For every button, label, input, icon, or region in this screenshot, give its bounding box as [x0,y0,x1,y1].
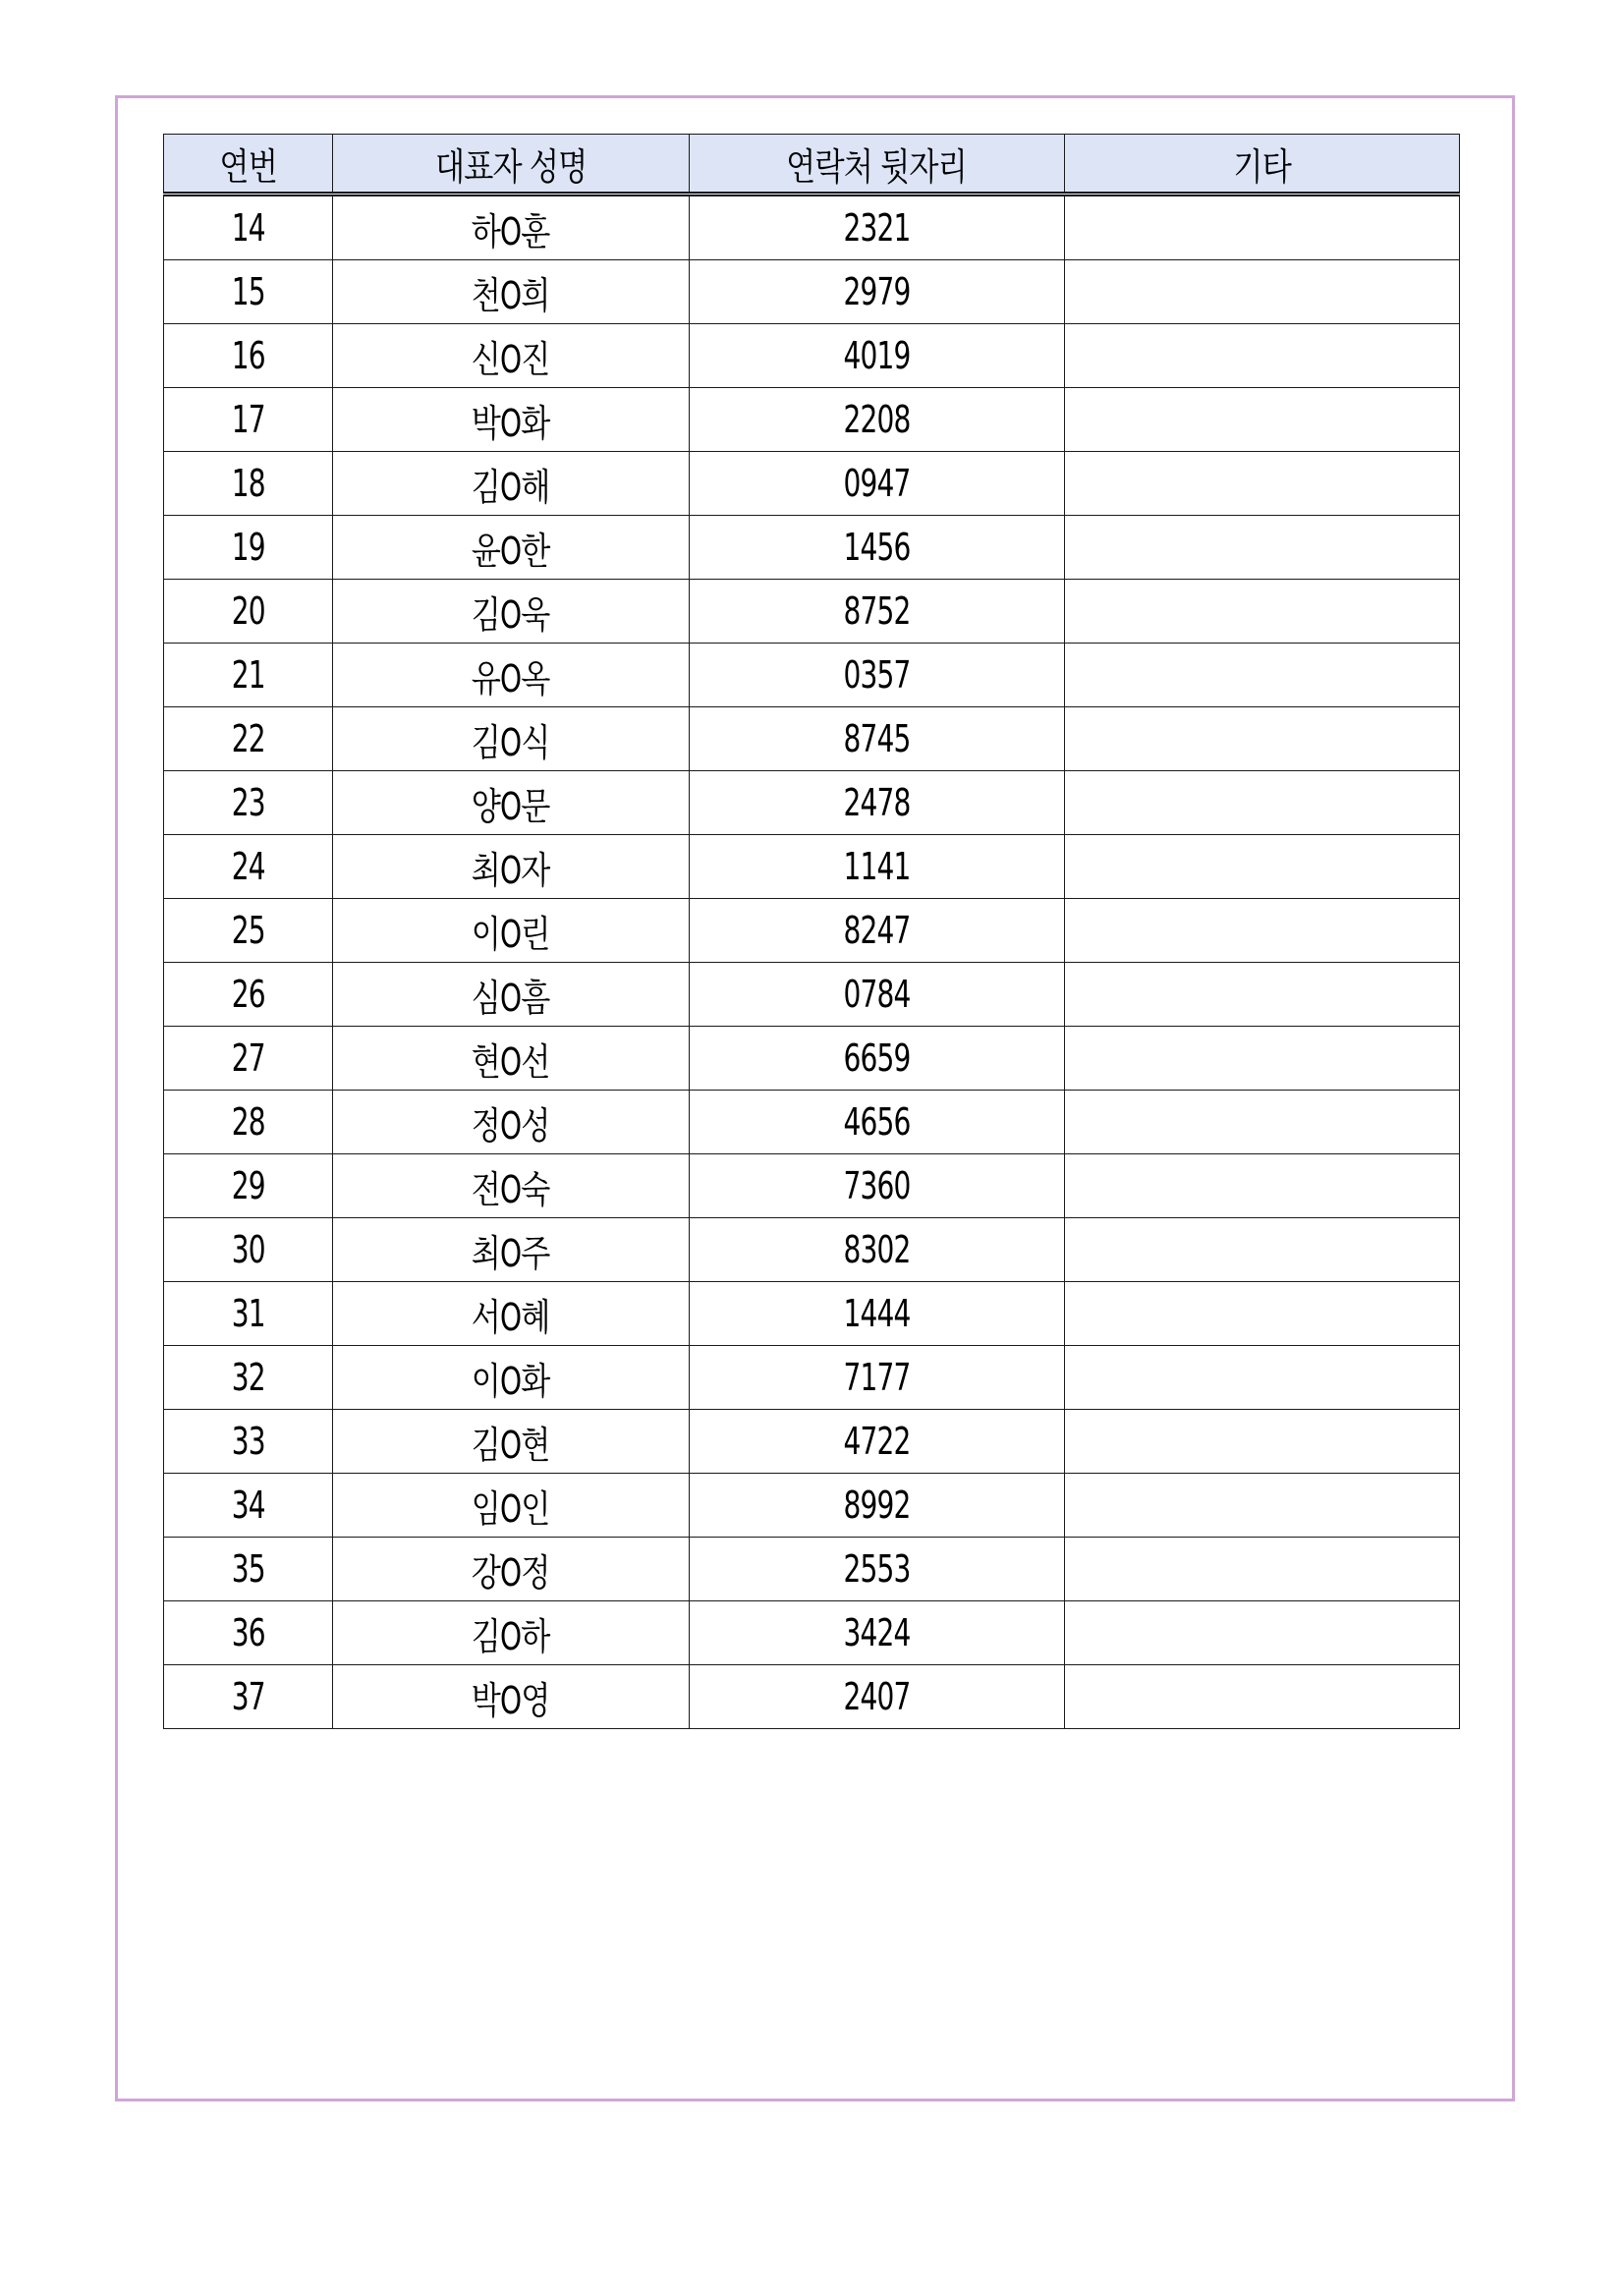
phone-digits-cell-text: 4019 [843,334,911,377]
table-row [164,899,1460,963]
remarks-cell [1065,1218,1460,1282]
phone-digits-cell-text: 8302 [843,1228,911,1271]
phone-digits-cell [690,516,1065,580]
name-cell-text: 박O영 [472,1678,550,1722]
name-cell [333,195,690,260]
header-remarks [1065,135,1460,195]
name-cell-text: 신O진 [472,337,550,381]
serial-number-cell [164,963,333,1027]
serial-number-cell [164,771,333,835]
serial-number-cell [164,452,333,516]
phone-digits-cell [690,388,1065,452]
table-row [164,1538,1460,1601]
name-cell-text: 김O해 [472,465,550,509]
remarks-cell [1065,644,1460,707]
name-cell-text: 천O희 [472,273,550,317]
phone-digits-cell [690,260,1065,324]
phone-digits-cell [690,580,1065,644]
remarks-cell [1065,1601,1460,1665]
name-cell [333,707,690,771]
name-cell-text: 최O자 [472,848,550,892]
phone-digits-cell-text: 6659 [843,1036,911,1080]
phone-digits-cell-text: 8752 [843,589,911,633]
name-cell-text: 하O훈 [472,209,550,253]
serial-number-cell [164,195,333,260]
serial-number-cell-text: 17 [231,398,265,441]
remarks-cell [1065,1346,1460,1410]
remarks-cell [1065,1474,1460,1538]
serial-number-cell [164,1218,333,1282]
phone-digits-cell-text: 2478 [843,781,911,824]
table-row [164,1154,1460,1218]
name-cell [333,835,690,899]
table-row [164,771,1460,835]
serial-number-cell-text: 35 [231,1547,265,1591]
table-row [164,324,1460,388]
serial-number-cell-text: 23 [231,781,265,824]
name-cell [333,1154,690,1218]
serial-number-cell-text: 34 [231,1484,265,1527]
serial-number-cell [164,516,333,580]
remarks-cell [1065,1538,1460,1601]
table-row [164,1474,1460,1538]
phone-digits-cell-text: 4656 [843,1100,911,1144]
participant-table [163,134,1460,1729]
phone-digits-cell-text: 2979 [843,270,911,313]
phone-digits-cell [690,963,1065,1027]
name-cell [333,324,690,388]
remarks-cell [1065,1665,1460,1729]
name-cell-text: 정O성 [472,1103,550,1148]
name-cell-text: 박O화 [472,401,550,445]
table-row [164,644,1460,707]
remarks-cell [1065,1282,1460,1346]
name-cell-text: 김O식 [472,720,550,764]
serial-number-cell-text: 19 [231,526,265,569]
serial-number-cell-text: 26 [231,973,265,1016]
serial-number-cell [164,1091,333,1154]
serial-number-cell [164,1282,333,1346]
phone-digits-cell-text: 8745 [843,717,911,760]
phone-digits-cell [690,1601,1065,1665]
name-cell [333,963,690,1027]
serial-number-cell-text: 25 [231,909,265,952]
table-row [164,1346,1460,1410]
name-cell [333,580,690,644]
name-cell-text: 전O숙 [472,1167,550,1211]
phone-digits-cell-text: 2208 [843,398,911,441]
phone-digits-cell [690,1091,1065,1154]
remarks-cell [1065,452,1460,516]
serial-number-cell-text: 30 [231,1228,265,1271]
phone-digits-cell-text: 0357 [843,653,911,697]
name-cell [333,1601,690,1665]
name-cell-text: 강O정 [472,1550,550,1595]
header-serial-number [164,135,333,195]
phone-digits-cell [690,195,1065,260]
name-cell [333,644,690,707]
name-cell [333,452,690,516]
header-label: 연락처 뒷자리 [786,144,968,189]
name-cell [333,516,690,580]
header-label: 대표자 성명 [434,144,588,189]
name-cell [333,1027,690,1091]
serial-number-cell [164,1027,333,1091]
name-cell-text: 심O흠 [472,976,550,1020]
table-row [164,835,1460,899]
phone-digits-cell-text: 8247 [843,909,911,952]
name-cell-text: 윤O한 [472,529,550,573]
serial-number-cell-text: 28 [231,1100,265,1144]
phone-digits-cell-text: 7360 [843,1164,911,1207]
serial-number-cell-text: 24 [231,845,265,888]
serial-number-cell [164,1346,333,1410]
phone-digits-cell-text: 3424 [843,1611,911,1654]
phone-digits-cell [690,1346,1065,1410]
serial-number-cell [164,1410,333,1474]
name-cell [333,771,690,835]
remarks-cell [1065,707,1460,771]
name-cell [333,1218,690,1282]
phone-digits-cell [690,1282,1065,1346]
table-row [164,1665,1460,1729]
phone-digits-cell [690,1218,1065,1282]
name-cell-text: 서O혜 [472,1295,550,1339]
serial-number-cell [164,580,333,644]
phone-digits-cell-text: 2553 [843,1547,911,1591]
remarks-cell [1065,1410,1460,1474]
phone-digits-cell [690,1410,1065,1474]
serial-number-cell-text: 33 [231,1420,265,1463]
serial-number-cell [164,1154,333,1218]
serial-number-cell-text: 32 [231,1356,265,1399]
name-cell [333,1538,690,1601]
header-label: 연번 [219,144,277,189]
phone-digits-cell [690,899,1065,963]
remarks-cell [1065,260,1460,324]
phone-digits-cell-text: 2321 [843,206,911,250]
name-cell [333,1282,690,1346]
name-cell-text: 최O주 [472,1231,550,1275]
table-row [164,1282,1460,1346]
name-cell [333,388,690,452]
serial-number-cell [164,644,333,707]
serial-number-cell-text: 20 [231,589,265,633]
table-row [164,260,1460,324]
name-cell [333,1410,690,1474]
serial-number-cell-text: 18 [231,462,265,505]
serial-number-cell [164,388,333,452]
serial-number-cell-text: 15 [231,270,265,313]
serial-number-cell [164,899,333,963]
serial-number-cell-text: 37 [231,1675,265,1718]
phone-digits-cell [690,644,1065,707]
phone-digits-cell [690,452,1065,516]
serial-number-cell-text: 27 [231,1036,265,1080]
table-row [164,195,1460,260]
phone-digits-cell [690,1474,1065,1538]
phone-digits-cell-text: 0784 [843,973,911,1016]
table-row [164,1027,1460,1091]
serial-number-cell [164,260,333,324]
name-cell-text: 이O화 [472,1359,550,1403]
header-phone-last-digits [690,135,1065,195]
table-row [164,516,1460,580]
name-cell-text: 이O린 [472,912,550,956]
phone-digits-cell [690,707,1065,771]
name-cell [333,1665,690,1729]
table-row [164,452,1460,516]
phone-digits-cell [690,771,1065,835]
name-cell [333,260,690,324]
serial-number-cell-text: 29 [231,1164,265,1207]
phone-digits-cell-text: 2407 [843,1675,911,1718]
name-cell [333,899,690,963]
phone-digits-cell [690,835,1065,899]
remarks-cell [1065,580,1460,644]
remarks-cell [1065,324,1460,388]
remarks-cell [1065,899,1460,963]
phone-digits-cell [690,1027,1065,1091]
serial-number-cell [164,1474,333,1538]
remarks-cell [1065,1154,1460,1218]
serial-number-cell-text: 36 [231,1611,265,1654]
name-cell-text: 현O선 [472,1039,550,1084]
remarks-cell [1065,1027,1460,1091]
serial-number-cell [164,1665,333,1729]
table-row [164,707,1460,771]
name-cell-text: 김O하 [472,1614,550,1658]
remarks-cell [1065,771,1460,835]
phone-digits-cell [690,1538,1065,1601]
name-cell-text: 유O옥 [472,656,550,700]
remarks-cell [1065,1091,1460,1154]
remarks-cell [1065,388,1460,452]
remarks-cell [1065,195,1460,260]
phone-digits-cell-text: 8992 [843,1484,911,1527]
name-cell [333,1091,690,1154]
table-row [164,1218,1460,1282]
phone-digits-cell [690,1665,1065,1729]
table-row [164,963,1460,1027]
serial-number-cell-text: 14 [231,206,265,250]
serial-number-cell [164,835,333,899]
table-row [164,1091,1460,1154]
phone-digits-cell [690,324,1065,388]
remarks-cell [1065,835,1460,899]
remarks-cell [1065,963,1460,1027]
name-cell-text: 김O욱 [472,592,550,637]
name-cell [333,1346,690,1410]
phone-digits-cell-text: 0947 [843,462,911,505]
remarks-cell [1065,516,1460,580]
serial-number-cell-text: 16 [231,334,265,377]
table-row [164,1601,1460,1665]
serial-number-cell [164,1538,333,1601]
phone-digits-cell-text: 1141 [843,845,911,888]
serial-number-cell-text: 21 [231,653,265,697]
table-header-row [164,135,1460,195]
serial-number-cell [164,707,333,771]
name-cell-text: 양O문 [472,784,550,828]
table-row [164,388,1460,452]
phone-digits-cell-text: 7177 [843,1356,911,1399]
phone-digits-cell-text: 1456 [843,526,911,569]
name-cell [333,1474,690,1538]
phone-digits-cell-text: 1444 [843,1292,911,1335]
phone-digits-cell-text: 4722 [843,1420,911,1463]
serial-number-cell [164,324,333,388]
serial-number-cell [164,1601,333,1665]
table-row [164,1410,1460,1474]
name-cell-text: 임O인 [472,1486,550,1531]
header-label: 기타 [1233,144,1291,189]
serial-number-cell-text: 22 [231,717,265,760]
serial-number-cell-text: 31 [231,1292,265,1335]
table-row [164,580,1460,644]
phone-digits-cell [690,1154,1065,1218]
header-representative-name [333,135,690,195]
name-cell-text: 김O현 [472,1423,550,1467]
